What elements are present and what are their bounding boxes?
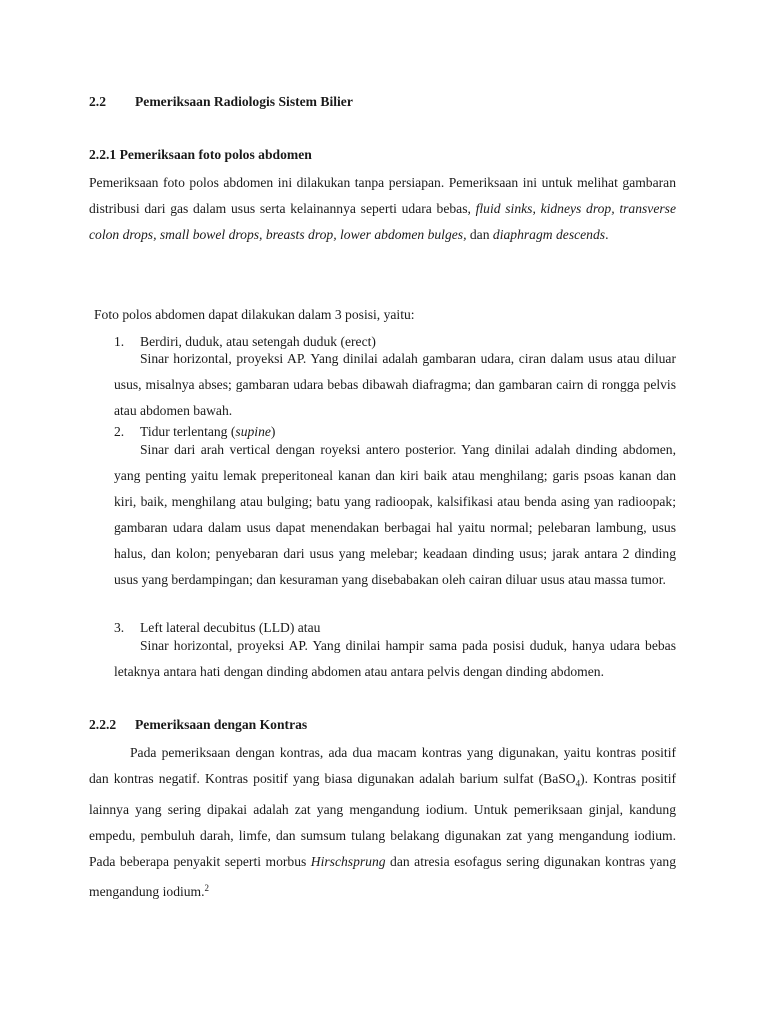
- footnote-reference[interactable]: 2: [204, 882, 210, 893]
- subsection-2-paragraph: [89, 740, 676, 905]
- subscript-4: 4: [575, 778, 581, 789]
- para2-text-3: dan atresia esofagus sering digunakan kontras yang mengandung iodium.: [89, 853, 676, 899]
- list-item-1-body: Sinar horizontal, proyeksi AP. Yang dinilai adalah gambaran udara, ciran dalam usus atau diluar usus, misalnya abses; gambaran udara bebas dibawah diafragma; dan gambaran cairn di rongga pelvis atau abdomen bawah.: [114, 351, 676, 418]
- subsection-heading-2: [89, 717, 307, 733]
- list-item-1-label: Berdiri, duduk, atau setengah duduk (erect): [140, 334, 376, 349]
- para-text-3: .: [605, 227, 609, 242]
- section-heading: [89, 94, 353, 110]
- list-item-2-number: 2.: [114, 424, 125, 439]
- list-item-2-label: Tidur terlentang (: [140, 424, 236, 439]
- positions-intro: Foto polos abdomen dapat dilakukan dalam 3 posisi, yaitu:: [94, 307, 415, 322]
- para-italic-2: diaphragm descends: [492, 227, 606, 242]
- list-item-2-body: Sinar dari arah vertical dengan royeksi antero posterior. Yang dinilai adalah dinding abdomen, yang penting yaitu lemak preperitoneal kanan dan kiri baik atau menghilang; garis psoas kanan dan kiri, baik, menghilang atau bulging; batu yang radioopak, kalsifikasi atau benda asing yan radioopak; gambaran udara dalam usus dapat menendakan berbagai hal yaitu normal; pelebaran lambung, usus halus, dan kolon; penyebaran dari usus yang melebar; keadaan dinding usus; jarak antara 2 dinding usus yang berdampingan; dan kesuraman yang disebabakan oleh cairan diluar usus atau massa tumor.: [114, 442, 676, 587]
- list-item-3-number: 3.: [114, 620, 125, 635]
- list-item-2-label-italic: supine: [235, 424, 271, 439]
- para-text-1: Pemeriksaan foto polos abdomen ini dilakukan tanpa persiapan. Pemeriksaan ini untuk melihat gambaran distribusi dari gas dalam usus serta kelainannya seperti udara bebas,: [89, 175, 676, 216]
- list-item-3-body: Sinar horizontal, proyeksi AP. Yang dinilai hampir sama pada posisi duduk, hanya udara bebas letaknya antara hati dengan dinding abdomen atau antara pelvis dengan dinding abdomen.: [114, 638, 676, 679]
- subsection-heading-1: 2.2.1 Pemeriksaan foto polos abdomen: [89, 147, 312, 162]
- section-number: 2.2: [89, 94, 106, 109]
- subsection-2-number: 2.2.2: [89, 717, 117, 732]
- para2-italic: Hirschsprung: [310, 853, 386, 869]
- list-item-2-label-end: ): [270, 424, 276, 439]
- section-title: Pemeriksaan Radiologis Sistem Bilier: [135, 94, 353, 109]
- para-italic-1: fluid sinks, kidneys drop, transverse colon drops, small bowel drops, breasts drop, lower abdomen bulges,: [89, 201, 676, 242]
- subsection-1-paragraph: [89, 170, 676, 248]
- list-item-3-label: Left lateral decubitus (LLD) atau: [140, 620, 321, 635]
- para2-text-2: ). Kontras positif lainnya yang sering dipakai adalah zat yang mengandung iodium. Untuk pemeriksaan ginjal, kandung empedu, pembuluh darah, limfe, dan sumsum tulang belakang digunakan zat yang mengandung iodium. Pada beberapa penyakit seperti morbus: [89, 771, 676, 869]
- para-text-2: dan: [466, 227, 493, 242]
- para2-text-1: Pada pemeriksaan dengan kontras, ada dua macam kontras yang digunakan, yaitu kontras positif dan kontras negatif. Kontras positif yang biasa digunakan adalah barium sulfat (BaSO: [89, 745, 676, 786]
- subsection-2-title: Pemeriksaan dengan Kontras: [135, 717, 308, 732]
- list-item-1-number: 1.: [114, 334, 125, 349]
